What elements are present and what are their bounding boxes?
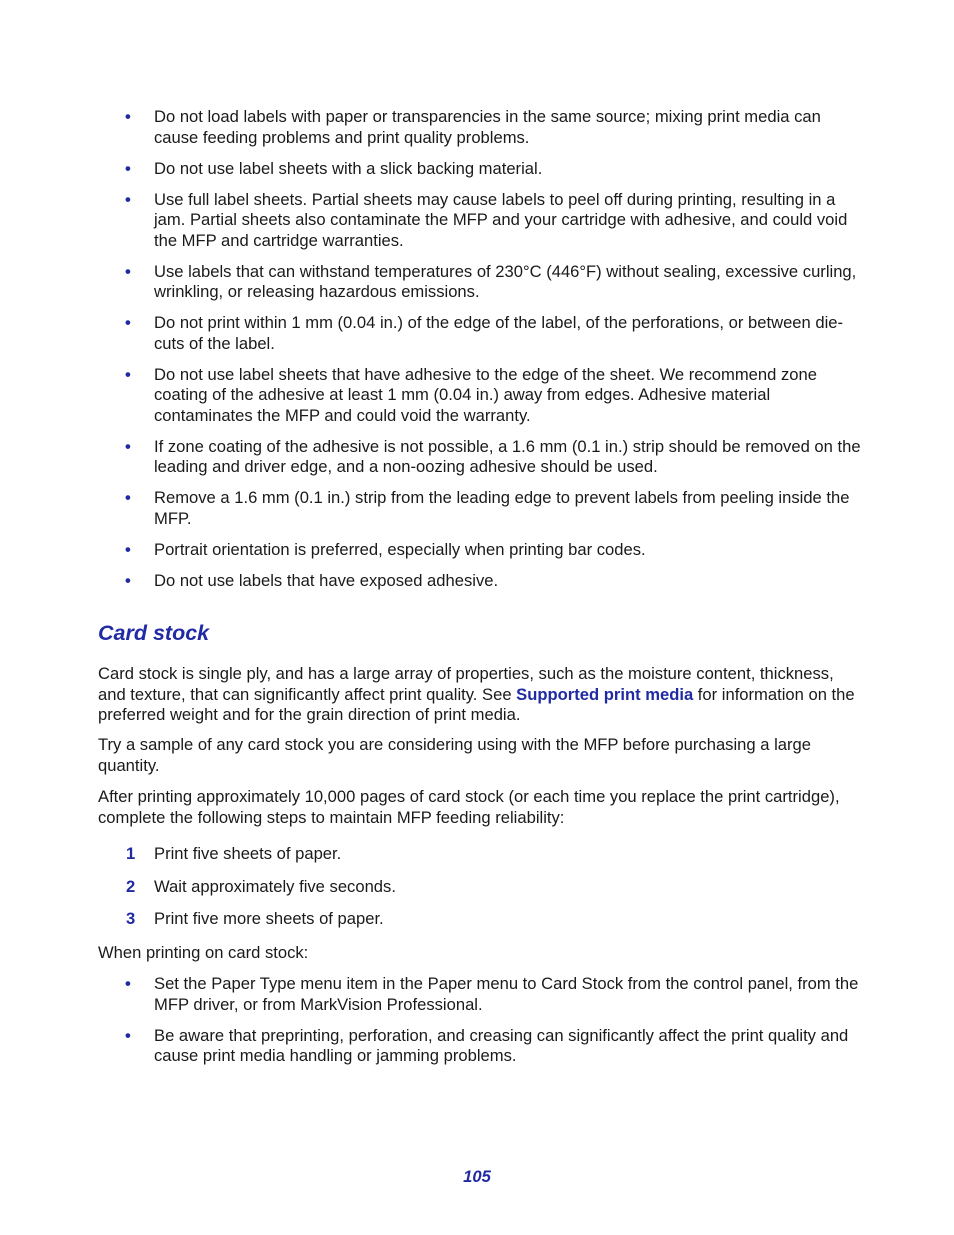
bullet-icon: • (125, 974, 131, 993)
step-number: 3 (126, 909, 136, 928)
list-item-text: Portrait orientation is preferred, especially when printing bar codes. (154, 539, 646, 559)
list-item-text: Set the Paper Type menu item in the Paper menu to Card Stock from the control panel, from the MFP driver, or from MarkVision Professional. (154, 974, 859, 1014)
list-item (98, 365, 863, 427)
card-stock-tips-list (98, 974, 863, 1077)
list-item (98, 313, 863, 354)
bullet-icon: • (125, 261, 131, 281)
bullet-icon: • (125, 539, 131, 559)
list-item-text: If zone coating of the adhesive is not possible, a 1.6 mm (0.1 in.) strip should be removed on the leading and driver edge, and a non-oozing adhesive should be used. (154, 436, 861, 476)
bullet-icon: • (125, 436, 131, 456)
step-item (98, 909, 863, 930)
list-item-text: Do not use label sheets with a slick backing material. (154, 158, 543, 178)
intro-text-start: Card stock is single ply, and has a large array of properties, such as the moisture content, thickness, and texture, that can significantly affect print quality. See (98, 664, 834, 704)
list-item-text: Use labels that can withstand temperatures of 230°C (446°F) without sealing, excessive curling, wrinkling, or releasing hazardous emissions. (154, 261, 857, 301)
step-text: Print five sheets of paper. (154, 844, 342, 863)
bullet-icon: • (125, 1025, 131, 1045)
bullet-icon: • (125, 364, 131, 384)
step-item (98, 844, 863, 865)
list-item-text: Do not print within 1 mm (0.04 in.) of the edge of the label, of the perforations, or between die-cuts of the label. (154, 313, 844, 353)
sample-paragraph: Try a sample of any card stock you are considering using with the MFP before purchasing a large quantity. (98, 735, 811, 775)
intro-text-end: for information on the preferred weight and for the grain direction of print media. (98, 684, 855, 724)
bullet-icon: • (125, 107, 131, 126)
bullet-icon: • (125, 158, 131, 178)
step-text: Wait approximately five seconds. (154, 876, 396, 896)
bullet-icon: • (125, 570, 131, 590)
list-item-text: Do not load labels with paper or transparencies in the same source; mixing print media can cause feeding problems and print quality problems. (154, 107, 821, 147)
bullet-icon: • (125, 313, 131, 332)
list-item (98, 107, 863, 148)
list-item-text: Remove a 1.6 mm (0.1 in.) strip from the leading edge to prevent labels from peeling inside the MFP. (154, 488, 850, 528)
list-item (98, 262, 863, 303)
step-number: 1 (126, 844, 136, 863)
list-item (98, 159, 863, 180)
step-text: Print five more sheets of paper. (154, 909, 384, 928)
list-item (98, 437, 863, 478)
list-item (98, 571, 863, 592)
page-number: 105 (463, 1167, 491, 1186)
maintenance-steps-list (98, 844, 863, 942)
list-item (98, 488, 863, 529)
step-number: 2 (126, 876, 136, 896)
list-item (98, 974, 863, 1015)
after-printing-paragraph: After printing approximately 10,000 pages of card stock (or each time you replace the print cartridge), complete the following steps to maintain MFP feeding reliability: (98, 787, 840, 827)
step-item (98, 877, 863, 898)
list-item-text: Do not use labels that have exposed adhesive. (154, 570, 499, 590)
list-item-text: Do not use label sheets that have adhesive to the edge of the sheet. We recommend zone coating of the adhesive at least 1 mm (0.04 in.) away from edges. Adhesive material contaminates the MFP and could void the warranty. (154, 364, 817, 425)
section-heading: Card stock (98, 621, 210, 645)
list-item (98, 1026, 863, 1067)
list-item-text: Use full label sheets. Partial sheets may cause labels to peel off during printing, resulting in a jam. Partial sheets also contaminate the MFP and your cartridge with adhesive, and could void the MFP and cartridge warranties. (154, 189, 848, 250)
label-guidelines-list (98, 107, 863, 602)
bullet-icon: • (125, 488, 131, 507)
bullet-icon: • (125, 189, 131, 209)
when-printing-paragraph: When printing on card stock: (98, 943, 309, 962)
list-item (98, 190, 863, 252)
list-item (98, 540, 863, 561)
supported-print-media-link[interactable]: Supported print media (516, 684, 694, 704)
list-item-text: Be aware that preprinting, perforation, and creasing can significantly affect the print quality and cause print media handling or jamming problems. (154, 1025, 849, 1065)
intro-paragraph (98, 664, 863, 726)
